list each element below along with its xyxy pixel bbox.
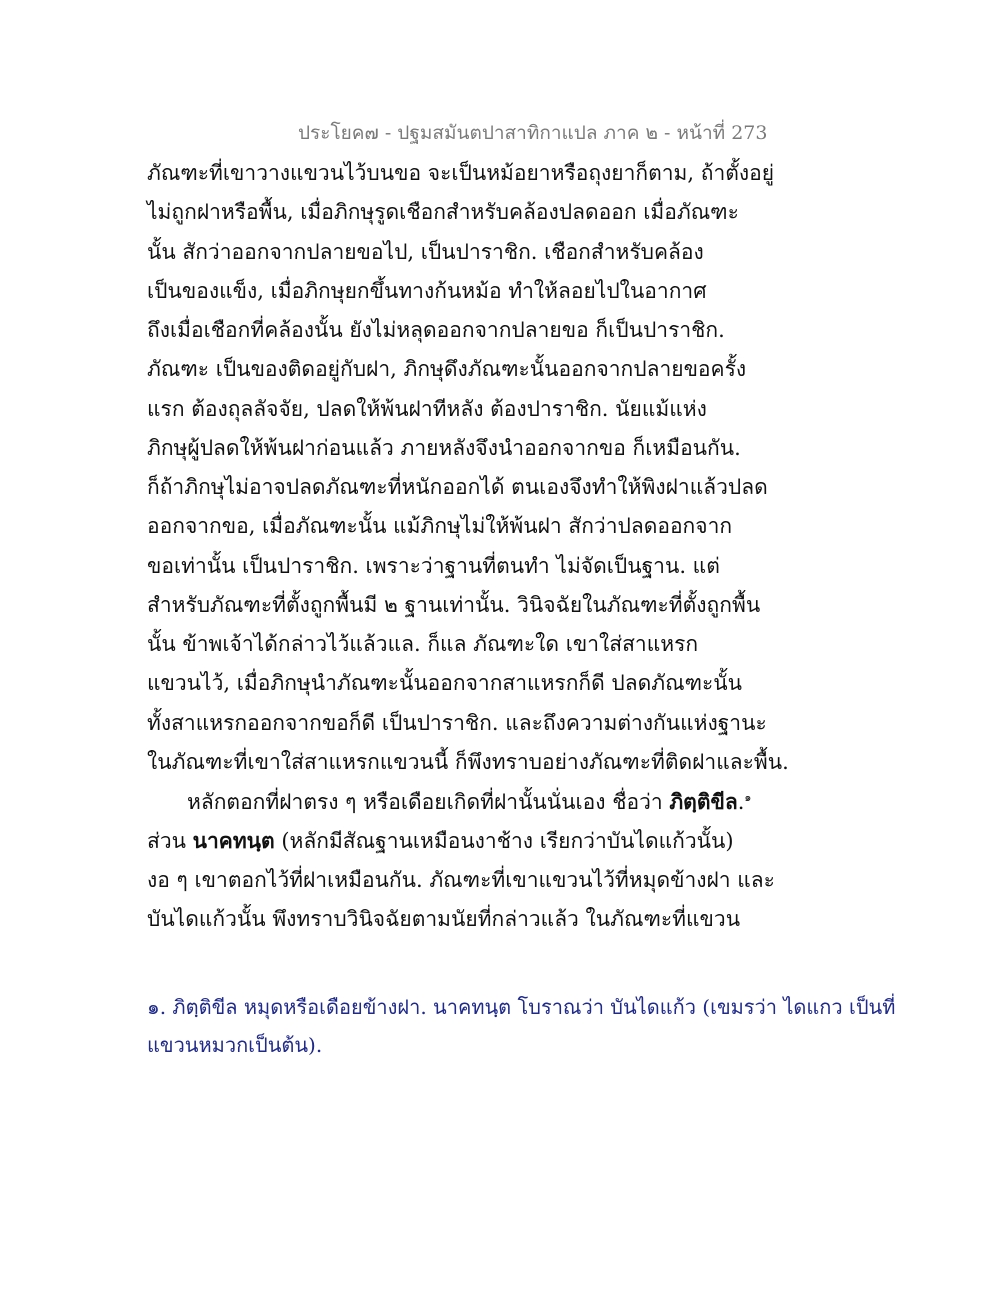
text-line: สำหรับภัณฑะที่ตั้งถูกพื้นมี ๒ ฐานเท่านั้น. วินิจฉัยในภัณฑะที่ตั้งถูกพื้น [147, 592, 761, 617]
text-line: ภิกษุผู้ปลดให้พ้นฝาก่อนแล้ว ภายหลังจึงนำออกจากขอ ก็เหมือนกัน. [147, 435, 741, 460]
text-line: แขวนไว้, เมื่อภิกษุนำภัณฑะนั้นออกจากสาแหรกก็ดี ปลดภัณฑะนั้น [147, 671, 743, 696]
text-line [147, 821, 787, 860]
text-line: นั้น ข้าพเจ้าได้กล่าวไว้แล้วแล. ก็แล ภัณฑะใด เขาใส่สาแหรก [147, 632, 699, 656]
footnote-line: ๑. ภิตฺติขีล หมุดหรือเดือยข้างฝา. นาคทนฺต โบราณว่า บันไดแก้ว (เขมรว่า ไดแกว เป็นที่ [147, 995, 896, 1019]
footnote-line: แขวนหมวกเป็นต้น). [147, 1033, 323, 1057]
text-line: ถึงเมื่อเชือกที่คล้องนั้น ยังไม่หลุดออกจากปลายขอ ก็เป็นปาราชิก. [147, 318, 725, 342]
text-line: ภัณฑะ เป็นของติดอยู่กับฝา, ภิกษุดึงภัณฑะนั้นออกจากปลายขอครั้ง [147, 357, 747, 382]
text-line: นั้น สักว่าออกจากปลายขอไป, เป็นปาราชิก. เชือกสำหรับคล้อง [147, 239, 704, 264]
text-line: ในภัณฑะที่เขาใส่สาแหรกแขวนนี้ ก็พึงทราบอย่างภัณฑะที่ติดฝาและพื้น. [147, 749, 789, 774]
text-line: ไม่ถูกฝาหรือพื้น, เมื่อภิกษุรูดเชือกสำหรับคล้องปลดออก เมื่อภัณฑะ [147, 200, 739, 225]
text-fragment: (หลักมีสัณฐานเหมือนงาช้าง เรียกว่าบันไดแก้วนั้น) [274, 829, 734, 854]
text-line: ภัณฑะที่เขาวางแขวนไว้บนขอ จะเป็นหม้อยาหรือถุงยาก็ตาม, ถ้าตั้งอยู่ [147, 161, 775, 185]
pali-term-nagadanta: นาคทนฺต [192, 828, 275, 854]
text-line: ก็ถ้าภิกษุไม่อาจปลดภัณฑะที่หนักออกได้ ตนเองจึงทำให้พิงฝาแล้วปลด [147, 475, 768, 499]
footnote-marker: ๑ [744, 791, 752, 804]
pali-term-bhittikhila: ภิตฺติขีล [669, 789, 738, 814]
text-line-indented [147, 782, 787, 821]
text-line: บันไดแก้วนั้น พึงทราบวินิจฉัยตามนัยที่กล่าวแล้ว ในภัณฑะที่แขวน [147, 906, 741, 931]
text-fragment: . [737, 790, 745, 814]
text-line: ทั้งสาแหรกออกจากขอก็ดี เป็นปาราชิก. และถึงความต่างกันแห่งฐานะ [147, 710, 767, 735]
text-line: ออกจากขอ, เมื่อภัณฑะนั้น แม้ภิกษุไม่ให้พ้นฝา สักว่าปลดออกจาก [147, 514, 733, 539]
main-text [147, 154, 787, 939]
text-fragment: ส่วน [147, 829, 193, 854]
running-header: ประโยค๗ - ปฐมสมันตปาสาทิกาแปล ภาค ๒ - หน้าที่ 273 [298, 122, 768, 144]
text-line: เป็นของแข็ง, เมื่อภิกษุยกขึ้นทางก้นหม้อ ทำให้ลอยไปในอากาศ [147, 278, 707, 303]
text-line: แรก ต้องถุลลัจจัย, ปลดให้พ้นฝาทีหลัง ต้องปาราชิก. นัยแม้แห่ง [147, 396, 707, 421]
text-line: งอ ๆ เขาตอกไว้ที่ฝาเหมือนกัน. ภัณฑะที่เขาแขวนไว้ที่หมุดข้างฝา และ [147, 867, 775, 892]
text-fragment: หลักตอกที่ฝาตรง ๆ หรือเดือยเกิดที่ฝานั้นนั่นเอง ชื่อว่า [187, 790, 670, 814]
footnote [147, 988, 896, 1064]
text-line: ขอเท่านั้น เป็นปาราชิก. เพราะว่าฐานที่ตนทำ ไม่จัดเป็นฐาน. แต่ [147, 553, 720, 578]
